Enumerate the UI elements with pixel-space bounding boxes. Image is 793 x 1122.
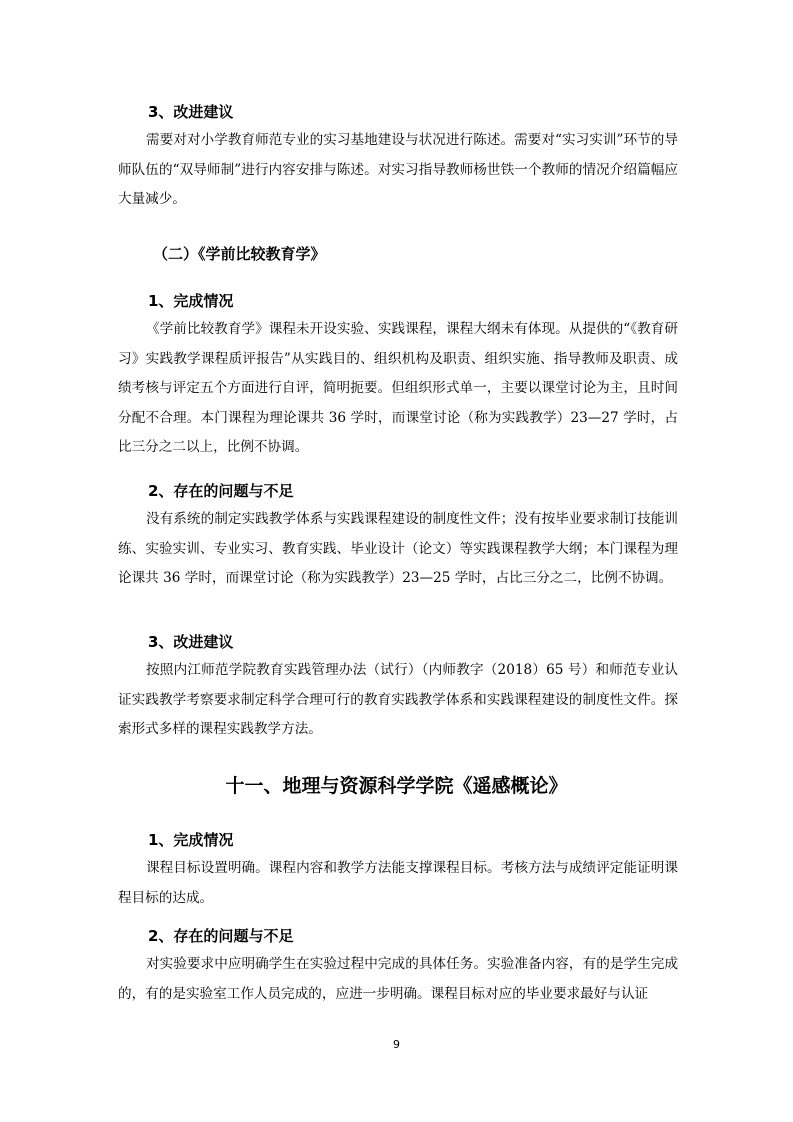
page-number: 9: [393, 1038, 400, 1051]
paragraph-improvement-suggestions-2: 按照内江师范学院教育实践管理办法（试行）（内师教字（2018）65 号）和师范专业认证实践教学考察要求制定科学合理可行的教育实践教学体系和实践课程建设的制度性文件。探索形式多样的课程实践教学方法。: [118, 662, 678, 737]
heading-improvement-suggestions: 3、改进建议: [148, 103, 234, 121]
heading-completion-status: 1、完成情况: [148, 292, 234, 310]
heading-completion-status-2: 1、完成情况: [148, 831, 234, 849]
heading-problems-2: 2、存在的问题与不足: [148, 927, 294, 945]
heading-improvement-suggestions-2: 3、改进建议: [148, 633, 234, 651]
section-title-preschool-comparative-education: （二）《学前比较教育学》: [153, 245, 326, 263]
chapter-title-remote-sensing: 十一、地理与资源科学学院《遥感概论》: [225, 775, 568, 797]
paragraph-improvement-suggestions: 需要对对小学教育师范专业的实习基地建设与状况进行陈述。需要对“实习实训”环节的导师队伍的“双导师制”进行内容安排与陈述。对实习指导教师杨世铁一个教师的情况介绍篇幅应大量减少。: [118, 132, 678, 207]
paragraph-completion-status: 《学前比较教育学》课程未开设实验、实践课程，课程大纲未有体现。从提供的“《教育研习》实践教学课程质评报告”从实践目的、组织机构及职责、组织实施、指导教师及职责、成绩考核与评定五个方面进行自评，简明扼要。但组织形式单一，主要以课堂讨论为主，且时间分配不合理。本门课程为理论课共 36 学时，而课堂讨论（称为实践教学）23—27 学时，占比三分之二以上，比例不协调。: [118, 321, 678, 455]
paragraph-problems: 没有系统的制定实践教学体系与实践课程建设的制度性文件；没有按毕业要求制订技能训练、实验实训、专业实习、教育实践、毕业设计（论文）等实践课程教学大纲；本门课程为理论课共 36 学时，而课堂讨论（称为实践教学）23—25 学时，占比三分之二，比例不协调。: [118, 511, 678, 586]
heading-problems: 2、存在的问题与不足: [148, 482, 294, 500]
paragraph-problems-2: 对实验要求中应明确学生在实验过程中完成的具体任务。实验准备内容，有的是学生完成的，有的是实验室工作人员完成的，应进一步明确。课程目标对应的毕业要求最好与认证: [118, 956, 678, 1002]
paragraph-completion-status-2: 课程目标设置明确。课程内容和教学方法能支撑课程目标。考核方法与成绩评定能证明课程目标的达成。: [118, 860, 678, 906]
